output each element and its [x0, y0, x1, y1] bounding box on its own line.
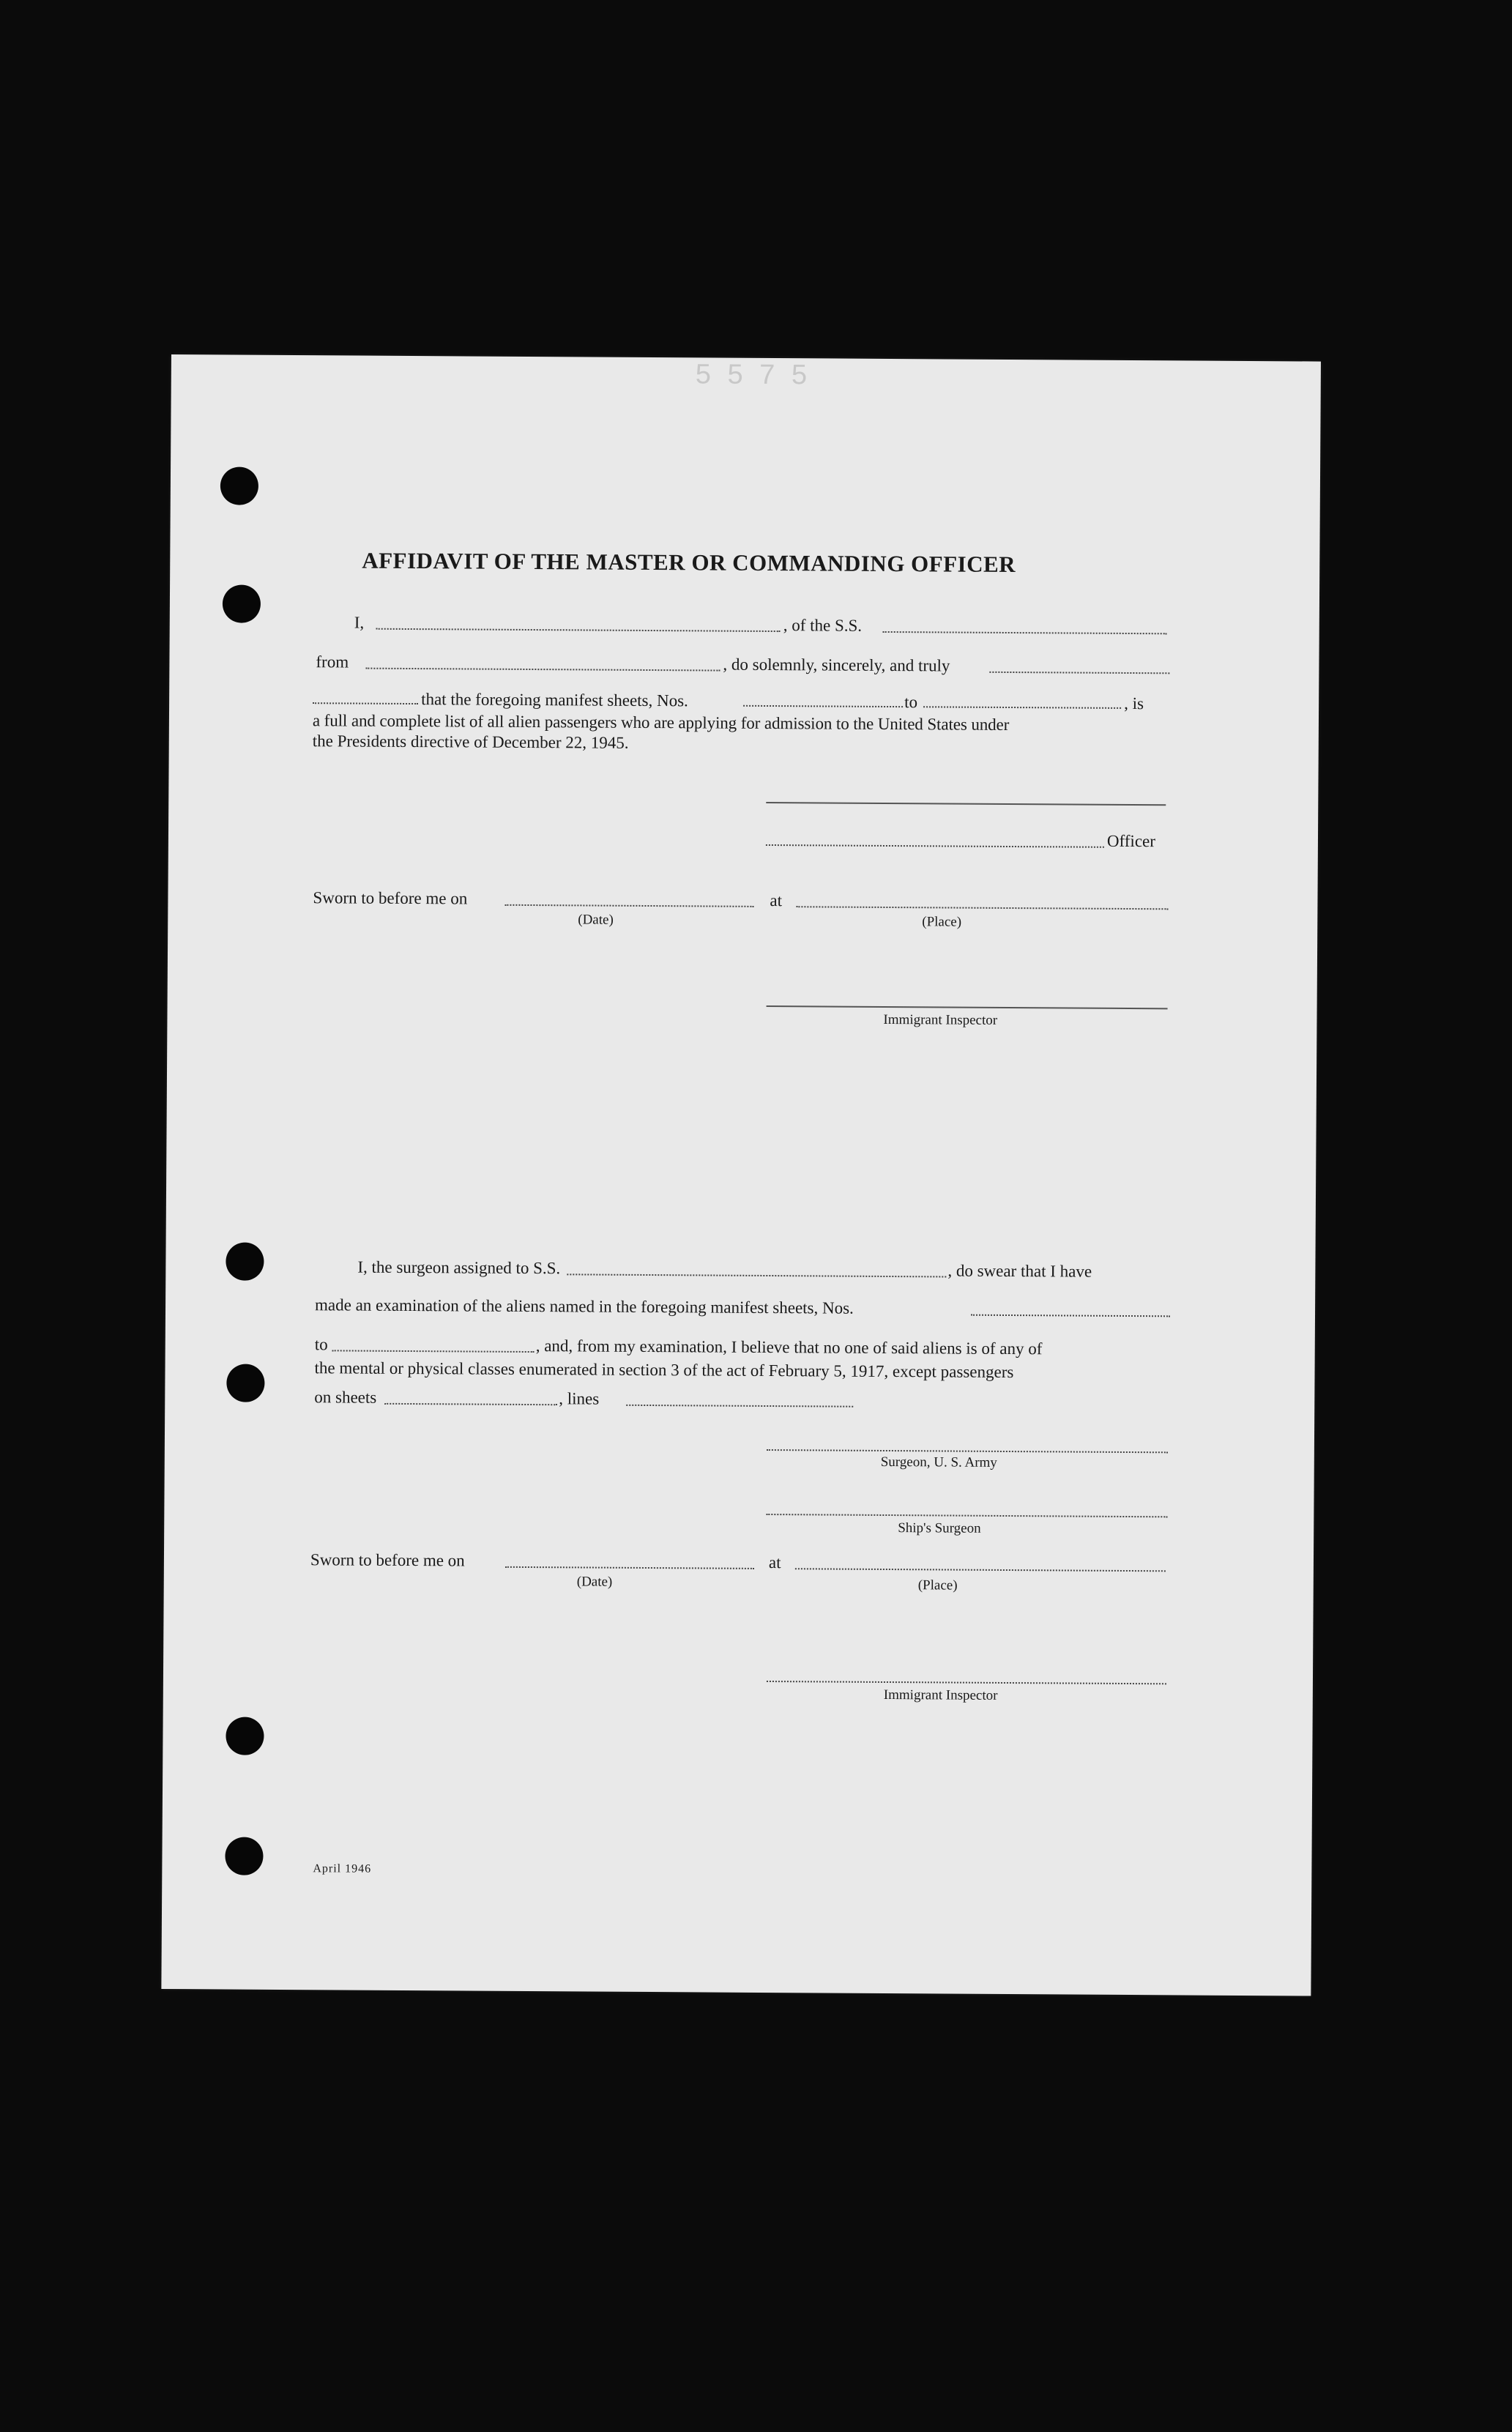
- ship-surgeon-label: Ship's Surgeon: [898, 1520, 981, 1536]
- master-name-field[interactable]: [376, 628, 781, 632]
- port-from-field[interactable]: [365, 668, 720, 672]
- punch-hole: [220, 466, 258, 505]
- officer-title-field[interactable]: [766, 844, 1104, 848]
- surgeon-at-label: at: [768, 1553, 781, 1572]
- master-line2-from: from: [316, 652, 349, 672]
- surgeon-sheets-to-field[interactable]: [332, 1350, 535, 1353]
- master-at-label: at: [770, 891, 783, 910]
- master-line2-blank[interactable]: [989, 672, 1169, 674]
- master-sworn-place-field[interactable]: [796, 906, 1168, 910]
- surgeon-place-caption: (Place): [917, 1577, 958, 1594]
- surgeon-lines-field[interactable]: [626, 1405, 853, 1407]
- surgeon-on-sheets-field[interactable]: [384, 1403, 557, 1405]
- ship-surgeon-signature-line[interactable]: [766, 1514, 1167, 1517]
- master-line3-blank[interactable]: [313, 702, 418, 704]
- surgeon-ship-field[interactable]: [567, 1273, 946, 1277]
- master-line3-that: that the foregoing manifest sheets, Nos.: [421, 690, 688, 710]
- punch-hole: [226, 1364, 264, 1402]
- surgeon-line1-a: I, the surgeon assigned to S.S.: [357, 1257, 561, 1278]
- surgeon-inspector-label: Immigrant Inspector: [883, 1687, 998, 1703]
- master-line3-to: to: [904, 693, 918, 712]
- master-line2-swear: , do solemnly, sincerely, and truly: [723, 655, 950, 675]
- surgeon-line3-rest: , and, from my examination, I believe that no one of said aliens is of any of: [535, 1336, 1043, 1358]
- surgeon-line5-a: on sheets: [314, 1388, 377, 1407]
- surgeon-line3-to: to: [314, 1335, 328, 1354]
- master-inspector-signature-line[interactable]: [767, 1005, 1168, 1009]
- master-line5: the Presidents directive of December 22, 1945.: [312, 732, 629, 752]
- surgeon-sheets-from-field[interactable]: [971, 1314, 1170, 1317]
- surgeon-line1-b: , do swear that I have: [947, 1261, 1092, 1281]
- master-place-caption: (Place): [922, 914, 962, 930]
- punch-hole: [225, 1837, 263, 1875]
- surgeon-sworn-place-field[interactable]: [795, 1568, 1166, 1572]
- master-sworn-label: Sworn to before me on: [313, 888, 468, 908]
- punch-hole: [226, 1717, 264, 1755]
- surgeon-sworn-label: Sworn to before me on: [310, 1550, 465, 1570]
- army-surgeon-signature-line[interactable]: [767, 1449, 1168, 1453]
- officer-signature-line[interactable]: [766, 802, 1166, 806]
- surgeon-line2: made an examination of the aliens named in the foregoing manifest sheets, Nos.: [315, 1295, 854, 1317]
- punch-hole: [223, 584, 261, 622]
- master-sworn-date-field[interactable]: [504, 904, 753, 907]
- master-inspector-label: Immigrant Inspector: [883, 1011, 998, 1028]
- master-line3-is: , is: [1124, 693, 1144, 713]
- surgeon-line4: the mental or physical classes enumerated in section 3 of the act of February 5, 1917, except passengers: [314, 1358, 1014, 1382]
- sheets-from-field[interactable]: [743, 705, 903, 707]
- surgeon-date-caption: (Date): [576, 1574, 613, 1590]
- master-line1-i: I,: [354, 613, 365, 632]
- sheets-to-field[interactable]: [923, 706, 1121, 709]
- ship-name-field[interactable]: [883, 631, 1167, 634]
- form-date-footer: April 1946: [313, 1862, 372, 1875]
- affidavit-form-sheet: [161, 354, 1321, 1996]
- master-line4: a full and complete list of all alien passengers who are applying for admission to the United States under: [312, 711, 1010, 734]
- master-date-caption: (Date): [578, 912, 614, 928]
- master-line1-ofss: , of the S.S.: [783, 616, 863, 635]
- surgeon-line5-b: , lines: [559, 1389, 600, 1408]
- surgeon-sworn-date-field[interactable]: [505, 1566, 754, 1569]
- faint-stamp: 5 5 7 5: [695, 359, 812, 391]
- officer-label: Officer: [1106, 831, 1156, 851]
- page-title: AFFIDAVIT OF THE MASTER OR COMMANDING OFFICER: [362, 547, 1016, 578]
- army-surgeon-label: Surgeon, U. S. Army: [880, 1454, 997, 1470]
- punch-hole: [226, 1242, 264, 1280]
- surgeon-inspector-signature-line[interactable]: [767, 1681, 1166, 1684]
